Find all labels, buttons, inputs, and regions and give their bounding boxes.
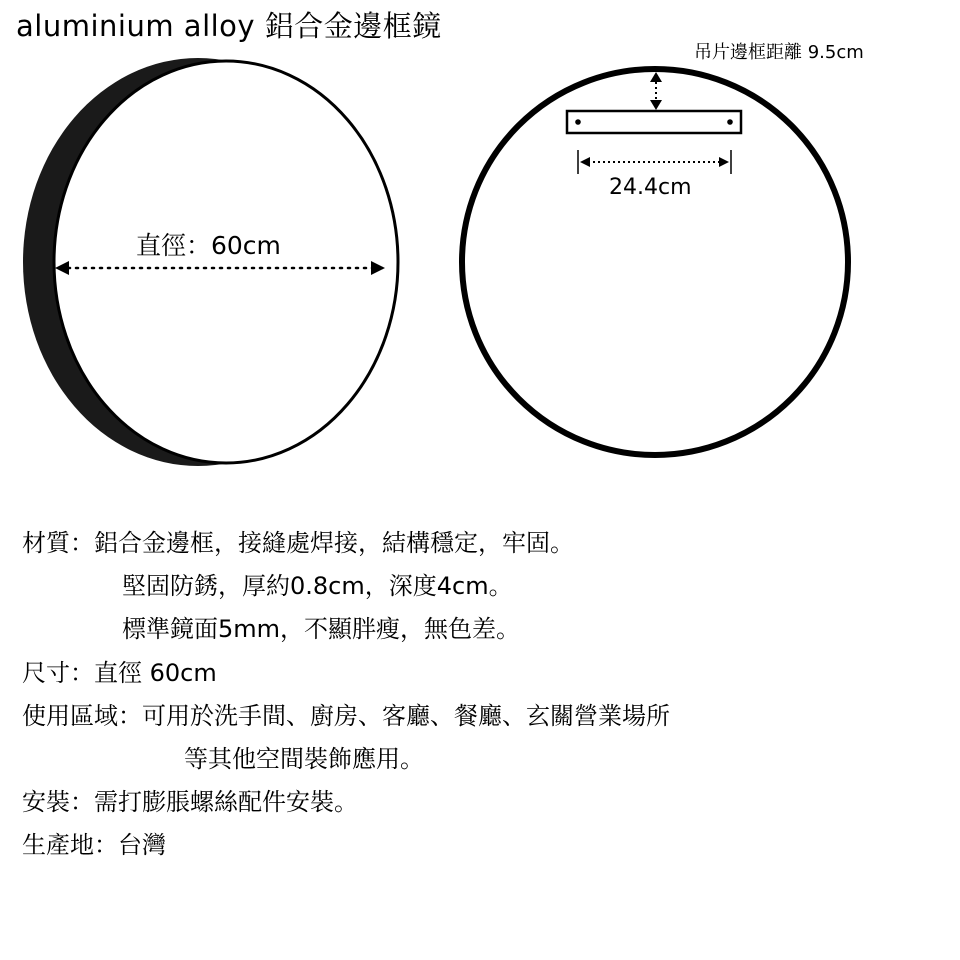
hanger-plate — [567, 111, 741, 133]
spec-list — [22, 522, 670, 868]
hanger-hole-left — [575, 119, 581, 125]
diameter-label: 直徑：60cm — [136, 231, 281, 260]
hanger-distance-label: 吊片邊框距離 9.5cm — [694, 42, 864, 63]
mirror-side-view — [23, 58, 398, 466]
spec-installation: 安裝：需打膨脹螺絲配件安裝。 — [22, 788, 358, 817]
spec-usage: 使用區域：可用於洗手間、廚房、客廳、餐廳、玄關營業場所 — [22, 701, 670, 730]
hanger-hole-right — [727, 119, 733, 125]
spec-material: 材質：鋁合金邊框，接縫處焊接，結構穩定，牢固。 — [22, 529, 574, 557]
mirror-back-view — [462, 69, 848, 455]
page-title: aluminium alloy 鋁合金邊框鏡 — [16, 9, 442, 43]
spec-material-detail-1: 堅固防銹，厚約0.8cm，深度4cm。 — [122, 572, 513, 601]
hanger-width-label: 24.4cm — [609, 175, 692, 200]
spec-size: 尺寸：直徑 60cm — [22, 658, 217, 687]
spec-usage-detail: 等其他空間裝飾應用。 — [184, 744, 424, 773]
mirror-face — [54, 61, 398, 463]
spec-material-detail-2: 標準鏡面5mm，不顯胖瘦，無色差。 — [122, 615, 521, 644]
spec-origin: 生產地：台灣 — [22, 831, 166, 860]
